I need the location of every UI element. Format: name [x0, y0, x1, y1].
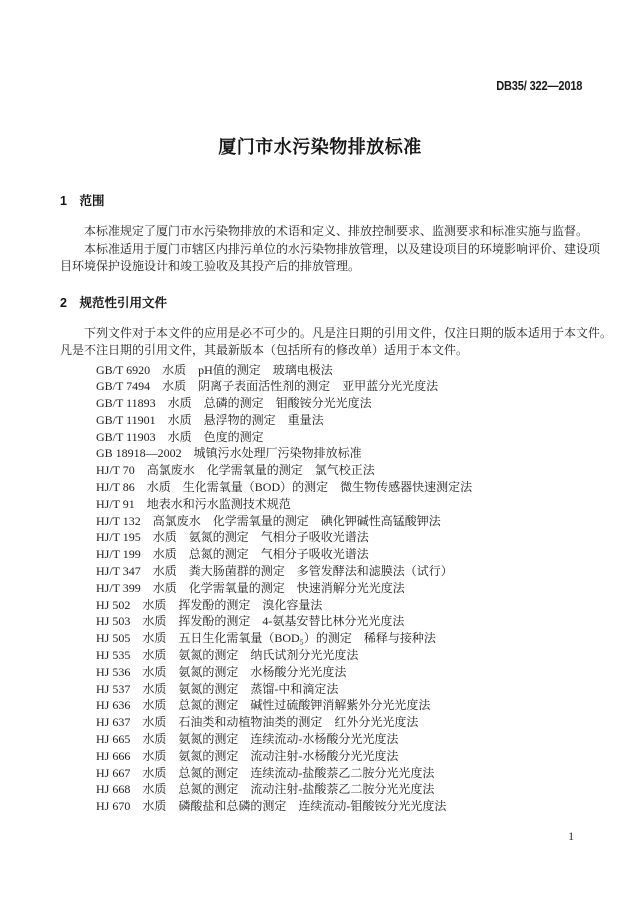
reference-item: HJ 505 水质 五日生化需氧量（BOD₅）的测定 稀释与接种法	[96, 631, 436, 646]
reference-item: HJ/T 70 高氯废水 化学需氧量的测定 氯气校正法	[96, 463, 375, 478]
reference-item: HJ 537 水质 氨氮的测定 蒸馏-中和滴定法	[96, 681, 339, 696]
reference-item: HJ 665 水质 氨氮的测定 连续流动-水杨酸分光光度法	[96, 732, 399, 747]
reference-item: HJ/T 347 水质 粪大肠菌群的测定 多管发酵法和滤膜法（试行）	[96, 564, 453, 579]
scope-paragraph-2-line-2: 目环境保护设施设计和竣工验收及其投产后的排放管理。	[60, 259, 361, 273]
section-1-heading: 1 范围	[60, 194, 105, 208]
reference-item: HJ/T 132 高氯废水 化学需氧量的测定 碘化钾碱性高锰酸钾法	[96, 513, 441, 528]
reference-item: HJ 667 水质 总氮的测定 连续流动-盐酸萘乙二胺分光光度法	[96, 765, 435, 780]
reference-item: HJ 536 水质 氨氮的测定 水杨酸分光光度法	[96, 664, 347, 679]
reference-item: GB/T 11903 水质 色度的测定	[96, 429, 264, 444]
reference-item: HJ 670 水质 磷酸盐和总磷的测定 连续流动-钼酸铵分光光度法	[96, 799, 447, 814]
reference-item: HJ/T 399 水质 化学需氧量的测定 快速消解分光光度法	[96, 580, 405, 595]
references-list	[60, 362, 616, 816]
page-number: 1	[568, 831, 574, 843]
reference-item: HJ/T 199 水质 总氮的测定 气相分子吸收光谱法	[96, 547, 369, 562]
reference-item: HJ 666 水质 氨氮的测定 流动注射-水杨酸分光光度法	[96, 748, 399, 763]
reference-item: GB/T 7494 水质 阴离子表面活性剂的测定 亚甲蓝分光光度法	[96, 379, 439, 394]
refs-intro-line-2: 凡是不注日期的引用文件，其最新版本（包括所有的修改单）适用于本文件。	[60, 343, 469, 357]
reference-item: GB/T 11901 水质 悬浮物的测定 重量法	[96, 412, 324, 427]
scope-paragraph-2-line-1: 本标准适用于厦门市辖区内排污单位的水污染物排放管理，以及建设项目的环境影响评价、建设项	[84, 241, 601, 256]
reference-item: HJ/T 195 水质 氨氮的测定 气相分子吸收光谱法	[96, 530, 369, 545]
reference-item: HJ 503 水质 挥发酚的测定 4-氨基安替比林分光光度法	[96, 614, 405, 629]
refs-intro-line-1: 下列文件对于本文件的应用是必不可少的。凡是注日期的引用文件，仅注日期的版本适用于本文件。	[84, 325, 613, 340]
reference-item: GB 18918—2002 城镇污水处理厂污染物排放标准	[96, 446, 362, 461]
reference-item: HJ 637 水质 石油类和动植物油类的测定 红外分光光度法	[96, 715, 419, 730]
page-title: 厦门市水污染物排放标准	[218, 137, 422, 157]
reference-item: HJ 535 水质 氨氮的测定 纳氏试剂分光光度法	[96, 648, 359, 663]
section-2-heading: 2 规范性引用文件	[60, 295, 167, 310]
document-content	[60, 193, 616, 815]
reference-item: HJ 502 水质 挥发酚的测定 溴化容量法	[96, 597, 323, 612]
doc-code: DB35/ 322—2018	[495, 78, 582, 93]
scope-paragraph-1-line-1: 本标准规定了厦门市水污染物排放的术语和定义、排放控制要求、监测要求和标准实施与监督。	[84, 224, 589, 238]
reference-item: HJ/T 86 水质 生化需氧量（BOD）的测定 微生物传感器快速测定法	[96, 480, 473, 495]
reference-item: GB/T 6920 水质 pH值的测定 玻璃电极法	[96, 362, 333, 377]
reference-item: HJ 668 水质 总氮的测定 流动注射-盐酸萘乙二胺分光光度法	[96, 782, 435, 797]
reference-item: GB/T 11893 水质 总磷的测定 钼酸铵分光光度法	[96, 396, 372, 411]
reference-item: HJ 636 水质 总氮的测定 碱性过硫酸钾消解紫外分光光度法	[96, 698, 431, 713]
reference-item: HJ/T 91 地表水和污水监测技术规范	[96, 496, 291, 511]
